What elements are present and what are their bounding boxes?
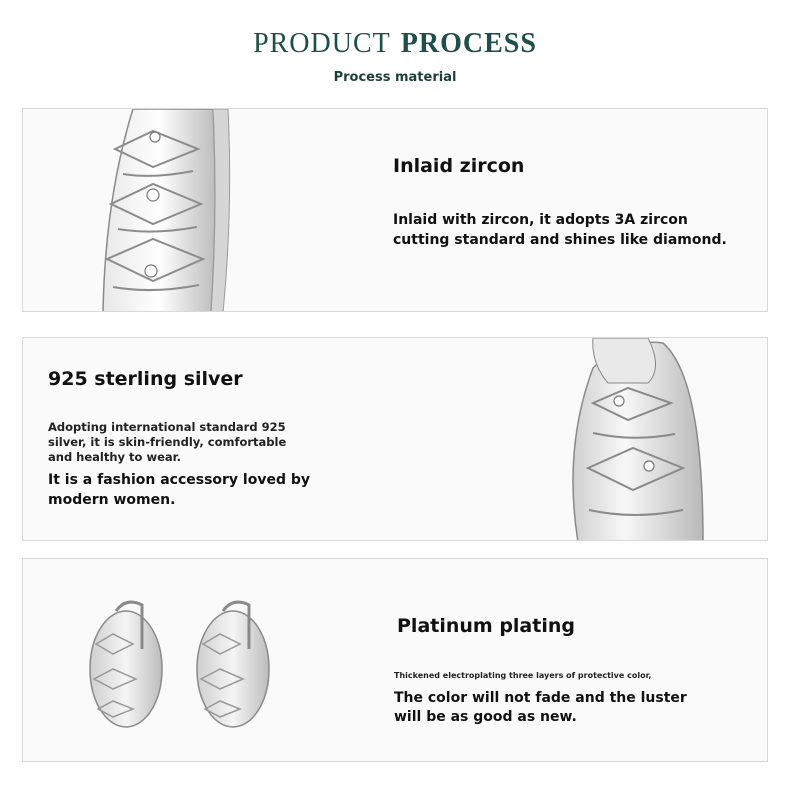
panel-2-title: 925 sterling silver xyxy=(48,368,243,390)
panel-platinum-plating xyxy=(22,558,768,762)
title-part-1: PRODUCT xyxy=(253,28,391,59)
panel-1-desc-line-2: cutting standard and shines like diamond. xyxy=(393,232,727,248)
page-title xyxy=(0,28,790,60)
panel-inlaid-zircon xyxy=(22,108,768,312)
panel-2-desc-line-1: It is a fashion accessory loved by xyxy=(48,472,311,488)
panel-3-desc-line-1: The color will not fade and the luster xyxy=(394,690,687,706)
title-part-2: PROCESS xyxy=(400,28,537,59)
panel-2-small-line-1: Adopting international standard 925 xyxy=(48,420,286,434)
panel-3-tiny-line: Thickened electroplating three layers of protective color, xyxy=(394,671,652,680)
panel-3-desc-line-2: will be as good as new. xyxy=(394,709,577,725)
panel-2-small-line-2: silver, it is skin-friendly, comfortable xyxy=(48,435,287,449)
earring-side-silver-image xyxy=(553,338,768,541)
panel-sterling-silver xyxy=(22,337,768,541)
earring-pair-image xyxy=(78,589,278,739)
page-subtitle: Process material xyxy=(333,70,457,85)
earring-closeup-zircon-image xyxy=(93,109,303,312)
panel-1-desc-line-1: Inlaid with zircon, it adopts 3A zircon xyxy=(393,212,688,228)
panel-3-title: Platinum plating xyxy=(397,615,575,637)
panel-2-desc-line-2: modern women. xyxy=(48,492,176,508)
panel-2-small-line-3: and healthy to wear. xyxy=(48,450,182,464)
panel-1-title: Inlaid zircon xyxy=(393,155,525,177)
